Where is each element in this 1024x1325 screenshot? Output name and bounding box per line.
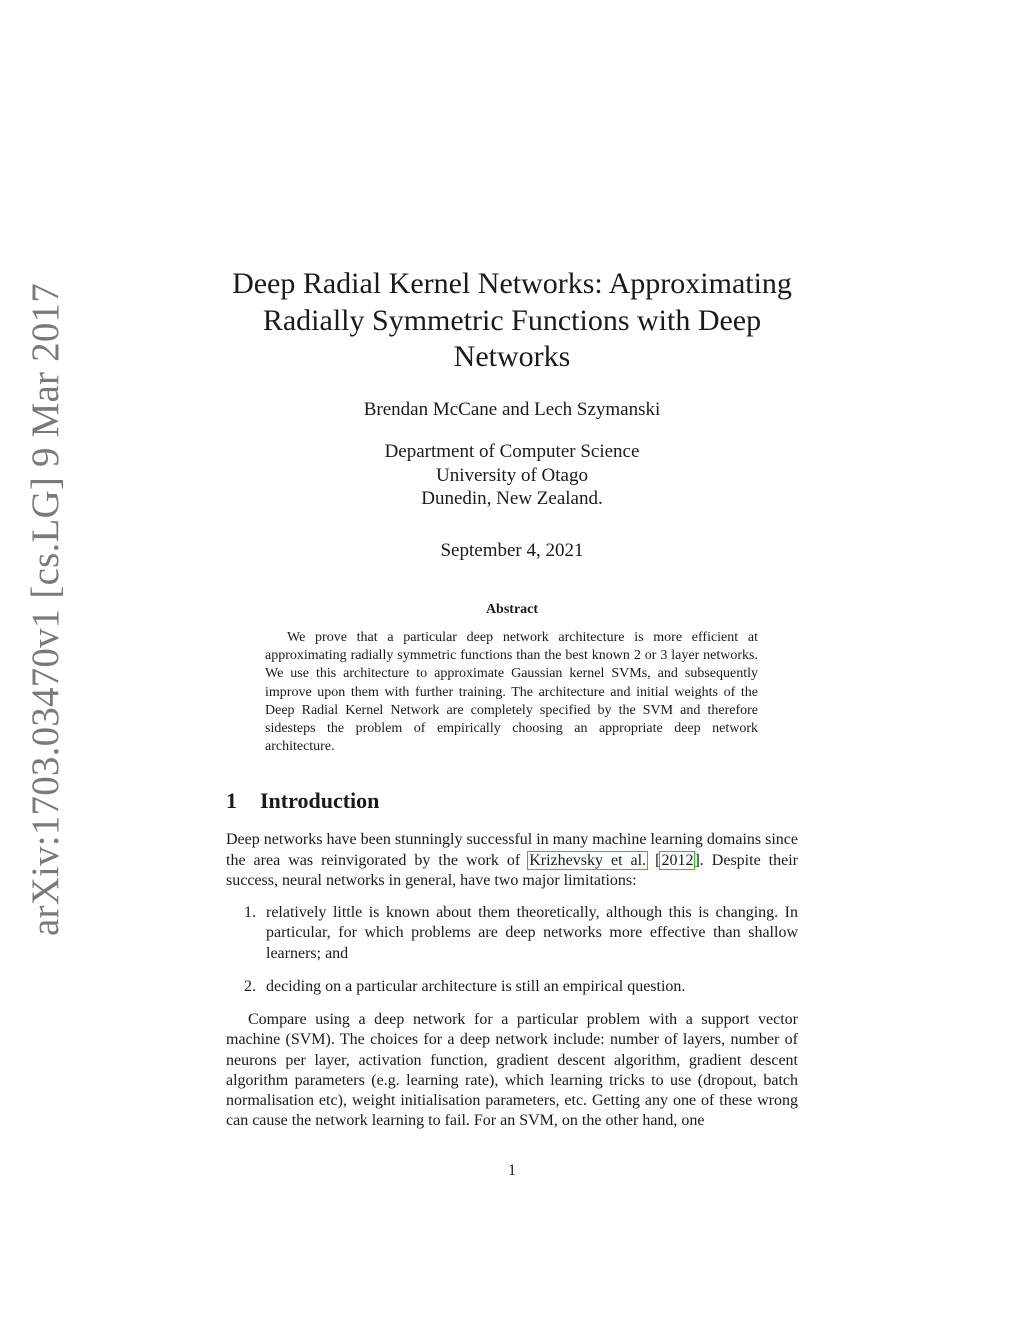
intro-paragraph-2: Compare using a deep network for a particular problem with a support vector machine (SVM). The choices for a deep network include: number of layers, number of neurons per layer, activation function, gradient descent algorithm, gradient descent algorithm parameters (e.g. learning rate), which learning tricks to use (dropout, batch normalisation etc), weight initialisation parameters, etc. Getting any one of these wrong can cause the network learning to fail. For an SVM, on the other hand, one: [226, 1011, 798, 1130]
abstract-body: We prove that a particular deep network architecture is more efficient at approximating radially symmetric functions than the best known 2 or 3 layer networks. We use this architecture to approximate Gaussian kernel SVMs, and subsequently improve upon them with further training. The architecture and initial weights of the Deep Radial Kernel Network are completely specified by the SVM and therefore sidesteps the problem of empirically choosing an appropriate deep network architecture.: [265, 630, 758, 755]
list-item: [226, 903, 798, 964]
paper-title: Deep Radial Kernel Networks: Approximating Radially Symmetric Functions with Deep Networks: [232, 267, 792, 373]
abstract-heading: Abstract: [485, 602, 539, 617]
paper-date: September 4, 2021: [440, 540, 584, 561]
section-title: Introduction: [260, 788, 380, 813]
list-item: [226, 977, 798, 997]
affiliation-block: [226, 440, 798, 511]
affiliation-department: Department of Computer Science: [384, 441, 640, 462]
intro-p1-text-after-citation: ]. Despite their success, neural networks in general, have two major limitations:: [226, 851, 799, 890]
section-number: 1: [226, 788, 237, 813]
arxiv-identifier-stamp: arXiv:1703.03470v1 [cs.LG] 9 Mar 2017: [24, 283, 67, 936]
citation-link-author[interactable]: Krizhevsky et al.: [529, 851, 647, 869]
author-list: Brendan McCane and Lech Szymanski: [363, 399, 661, 420]
list-item-text: deciding on a particular architecture is still an empirical question.: [266, 978, 686, 996]
intro-p1-text-before-citation: Deep networks have been stunningly successful in many machine learning domains since the area was reinvigorated by the work of: [226, 831, 798, 869]
limitations-list: [226, 903, 798, 998]
affiliation-location: Dunedin, New Zealand.: [421, 488, 603, 509]
intro-paragraph-1: [226, 830, 798, 892]
citation-bracket-open: [: [647, 851, 661, 869]
list-item-text: relatively little is known about them theoretically, although this is changing. In particular, for which problems are deep networks more effective than shallow learners; and: [266, 904, 798, 962]
list-item-number: 2.: [244, 978, 256, 996]
section-heading-introduction: [226, 787, 798, 815]
citation-link-year[interactable]: 2012: [661, 851, 694, 869]
list-item-number: 1.: [244, 904, 256, 921]
affiliation-university: University of Otago: [436, 464, 588, 486]
page-number: 1: [508, 1162, 516, 1179]
